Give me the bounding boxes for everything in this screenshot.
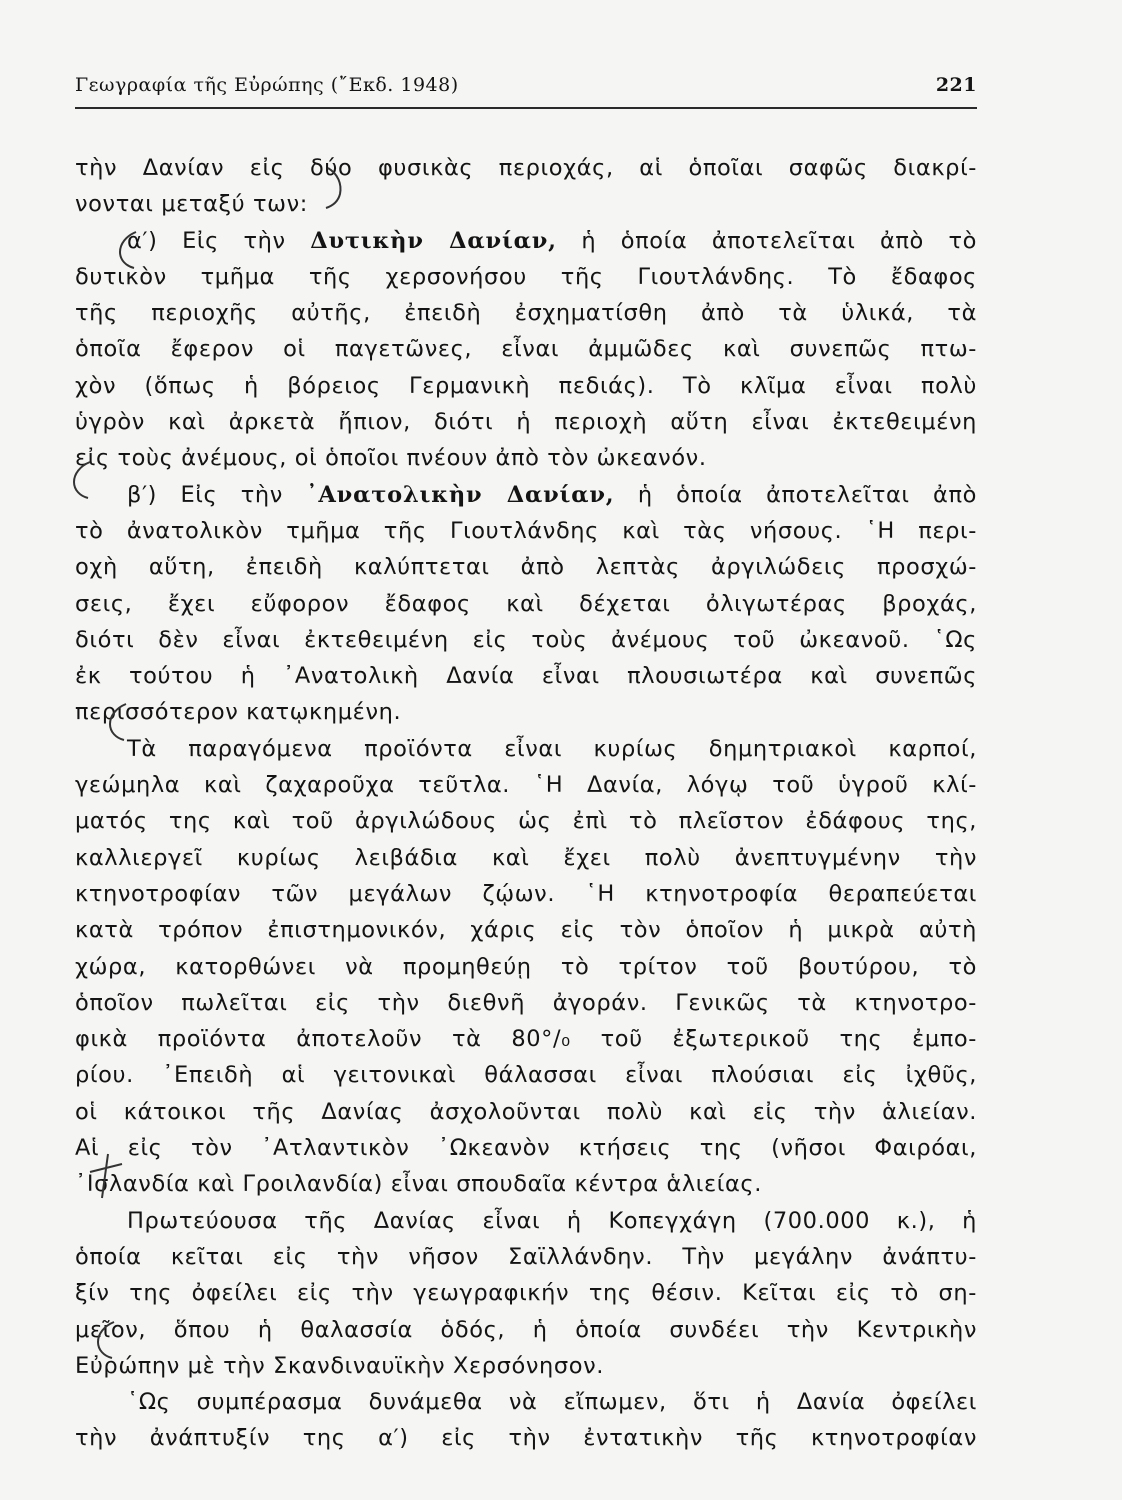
text-line: κατὰ τρόπον ἐπιστημονικόν, χάρις εἰς τὸν ὁποῖον ἡ μικρὰ αὐτὴ bbox=[75, 917, 977, 944]
text-line: δυτικὸν τμῆμα τῆς χερσονήσου τῆς Γιουτλάνδης. Τὸ ἔδαφος bbox=[75, 263, 977, 290]
text-line: κτηνοτροφίαν τῶν μεγάλων ζῴων. ῾Η κτηνοτροφία θεραπεύεται bbox=[75, 880, 977, 907]
text-line: ματός της καὶ τοῦ ἀργιλώδους ὡς ἐπὶ τὸ πλεῖστον ἐδάφους της, bbox=[75, 808, 977, 835]
text-line: ρίου. ᾿Επειδὴ αἱ γειτονικαὶ θάλασσαι εἶναι πλούσιαι εἰς ἰχθῦς, bbox=[75, 1062, 977, 1089]
text-line: Αἱ εἰς τὸν ᾿Ατλαντικὸν ᾿Ωκεανὸν κτήσεις της (νῆσοι Φαιρόαι, bbox=[75, 1135, 977, 1162]
running-head bbox=[75, 74, 977, 104]
page-number: 221 bbox=[935, 74, 977, 96]
text-line: οἱ κάτοικοι τῆς Δανίας ἀσχολοῦνται πολὺ καὶ εἰς τὴν ἁλιείαν. bbox=[75, 1098, 977, 1125]
text-line: ξίν της ὀφείλει εἰς τὴν γεωγραφικήν της θέσιν. Κεῖται εἰς τὸ ση- bbox=[75, 1280, 977, 1307]
text-line: περισσότερον κατῳκημένη. bbox=[75, 699, 402, 726]
text-line: ὑγρὸν καὶ ἀρκετὰ ἤπιον, διότι ἡ περιοχὴ αὕτη εἶναι ἐκτεθειμένη bbox=[75, 409, 977, 436]
text-line: γεώμηλα καὶ ζαχαροῦχα τεῦτλα. ῾Η Δανία, λόγῳ τοῦ ὑγροῦ κλί- bbox=[75, 772, 977, 799]
text-line: σεις, ἔχει εὔφορον ἔδαφος καὶ δέχεται ὀλιγωτέρας βροχάς, bbox=[75, 590, 977, 617]
body-text bbox=[75, 150, 977, 1457]
running-head-title: Γεωγραφία τῆς Εὐρώπης (῎Εκδ. 1948) bbox=[75, 74, 459, 96]
subsection-b-label: β′) Εἰς τὴν bbox=[127, 481, 283, 508]
subsection-a-term: Δυτικὴν Δανίαν, bbox=[310, 227, 557, 254]
paragraph-products-start: Τὰ παραγόμενα προϊόντα εἶναι κυρίως δημητριακοὶ καρποί, bbox=[127, 735, 977, 762]
subsection-b-line bbox=[75, 477, 977, 513]
text-line: ᾿Ισλανδία καὶ Γροιλανδία) εἶναι σπουδαῖα κέντρα ἁλιείας. bbox=[75, 1171, 762, 1198]
subsection-a-line bbox=[75, 223, 977, 259]
text-line: ἐκ τούτου ἡ ᾿Ανατολικὴ Δανία εἶναι πλουσιωτέρα καὶ συνεπῶς bbox=[75, 663, 977, 690]
text-line: ὁποία κεῖται εἰς τὴν νῆσον Σαϊλλάνδην. Τὴν μεγάλην ἀνάπτυ- bbox=[75, 1243, 977, 1270]
subsection-b-rest: ἡ ὁποία ἀποτελεῖται ἀπὸ bbox=[637, 481, 977, 508]
subsection-a-label: α′) Εἰς τὴν bbox=[127, 227, 286, 254]
text-line: χὸν (ὅπως ἡ βόρειος Γερμανικὴ πεδιάς). Τὸ κλῖμα εἶναι πολὺ bbox=[75, 372, 977, 399]
text-line: ὁποῖον πωλεῖται εἰς τὴν διεθνῆ ἀγοράν. Γενικῶς τὰ κτηνοτρο- bbox=[75, 989, 977, 1016]
text-line: τὴν ἀνάπτυξίν της α′) εἰς τὴν ἐντατικὴν τῆς κτηνοτροφίαν bbox=[75, 1425, 977, 1452]
text-line: τὸ ἀνατολικὸν τμῆμα τῆς Γιουτλάνδης καὶ τὰς νήσους. ῾Η περι- bbox=[75, 517, 977, 544]
text-line: καλλιεργεῖ κυρίως λειβάδια καὶ ἔχει πολὺ ἀνεπτυγμένην τὴν bbox=[75, 844, 977, 871]
subsection-a-rest: ἡ ὁποία ἀποτελεῖται ἀπὸ τὸ bbox=[581, 227, 977, 254]
text-line: εἰς τοὺς ἀνέμους, οἱ ὁποῖοι πνέουν ἀπὸ τὸν ὠκεανόν. bbox=[75, 445, 707, 472]
text-line: διότι δὲν εἶναι ἐκτεθειμένη εἰς τοὺς ἀνέμους τοῦ ὠκεανοῦ. ῾Ως bbox=[75, 626, 977, 653]
text-line: τῆς περιοχῆς αὐτῆς, ἐπειδὴ ἐσχηματίσθη ἀπὸ τὰ ὑλικά, τὰ bbox=[75, 300, 977, 327]
text-line: ὁποῖα ἔφερον οἱ παγετῶνες, εἶναι ἀμμῶδες καὶ συνεπῶς πτω- bbox=[75, 336, 977, 363]
text-line: οχὴ αὕτη, ἐπειδὴ καλύπτεται ἀπὸ λεπτὰς ἀργιλώδεις προσχώ- bbox=[75, 554, 977, 581]
header-rule bbox=[75, 107, 977, 109]
text-line: νονται μεταξύ των: bbox=[75, 191, 308, 218]
text-line: μεῖον, ὅπου ἡ θαλασσία ὁδός, ἡ ὁποία συνδέει τὴν Κεντρικὴν bbox=[75, 1316, 977, 1343]
text-line: Εὐρώπην μὲ τὴν Σκανδιναυϊκὴν Χερσόνησον. bbox=[75, 1352, 605, 1379]
text-line: χώρα, κατορθώνει νὰ προμηθεύῃ τὸ τρίτον τοῦ βουτύρου, τὸ bbox=[75, 953, 977, 980]
paragraph-capital-start: Πρωτεύουσα τῆς Δανίας εἶναι ἡ Κοπεγχάγη (700.000 κ.), ἡ bbox=[127, 1207, 977, 1234]
paragraph-conclusion-start: ῾Ως συμπέρασμα δυνάμεθα νὰ εἴπωμεν, ὅτι ἡ Δανία ὀφείλει bbox=[127, 1389, 977, 1416]
subsection-b-term: ᾿Ανατολικὴν Δανίαν, bbox=[306, 481, 615, 508]
text-line: φικὰ προϊόντα ἀποτελοῦν τὰ 80°/₀ τοῦ ἐξωτερικοῦ της ἐμπο- bbox=[75, 1026, 977, 1053]
text-line: τὴν Δανίαν εἰς δύο φυσικὰς περιοχάς, αἱ ὁποῖαι σαφῶς διακρί- bbox=[75, 155, 977, 181]
